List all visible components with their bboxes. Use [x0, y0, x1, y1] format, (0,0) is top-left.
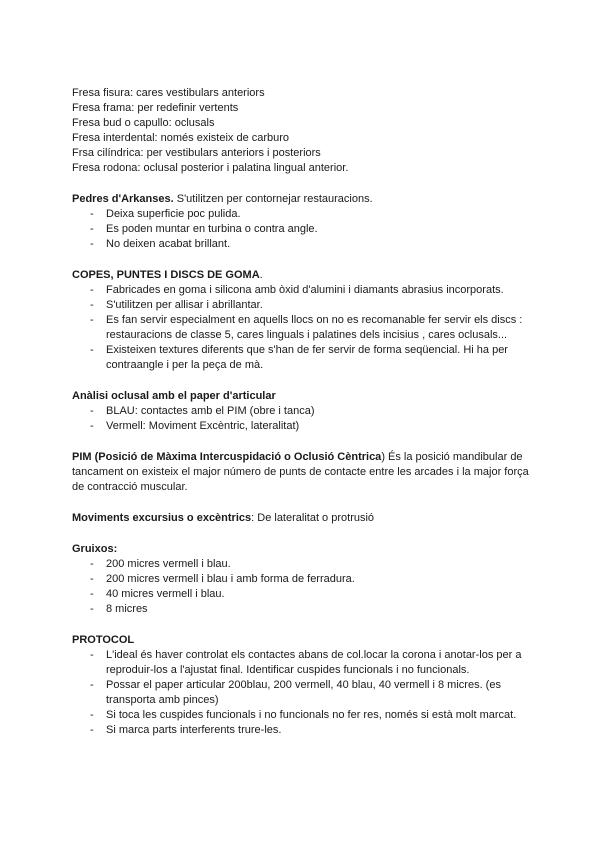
- moviments-title: Moviments excursius o excèntrics: [72, 512, 252, 524]
- list-item: - No deixen acabat brillant.: [72, 237, 532, 252]
- list-item: - Fabricades en goma i silicona amb òxid d'alumini i diamants abrasius incorporats.: [72, 283, 532, 298]
- analisi-section: [72, 389, 532, 434]
- pedres-list: [72, 207, 532, 252]
- list-item: - Possar el paper articular 200blau, 200 vermell, 40 blau, 40 vermell i 8 micres. (es transporta amb pinces): [72, 678, 532, 708]
- fresa-line: Fresa bud o capullo: oclusals: [72, 117, 215, 129]
- list-item: - 40 micres vermell i blau.: [72, 587, 532, 602]
- list-item: - 8 micres: [72, 602, 532, 617]
- pim-title: PIM (Posició de Màxima Intercuspidació o Oclusió Cèntrica: [72, 451, 382, 463]
- gruixos-section: [72, 542, 532, 617]
- fresa-line: Fresa frama: per redefinir vertents: [72, 102, 239, 114]
- list-item: - L'ideal és haver controlat els contactes abans de col.locar la corona i anotar-los per a reproduir-los a l'ajustat final. Identificar cuspides funcionals i no funcionals.: [72, 648, 532, 678]
- moviments-paragraph: [72, 511, 532, 526]
- copes-title: COPES, PUNTES I DISCS DE GOMA: [72, 269, 260, 281]
- analisi-list: [72, 404, 532, 434]
- list-item: - Si marca parts interferents trure-les.: [72, 723, 532, 738]
- pim-text: ) És la posició mandibular de tancament on existeix el major número de punts de contacte entre les arcades i la major força de contracció muscular.: [72, 451, 529, 493]
- list-item: - Vermell: Moviment Excèntric, lateralitat): [72, 419, 532, 434]
- pedres-section: [72, 192, 532, 252]
- protocol-section: [72, 633, 532, 738]
- gruixos-list: [72, 557, 532, 617]
- pedres-heading: [72, 192, 532, 207]
- moviments-section: [72, 511, 532, 526]
- copes-section: [72, 268, 532, 373]
- list-item: - Existeixen textures diferents que s'han de fer servir de forma seqüencial. Hi ha per contraangle i per la peça de mà.: [72, 343, 532, 373]
- pim-section: [72, 450, 532, 495]
- list-item: - 200 micres vermell i blau.: [72, 557, 532, 572]
- fresa-line: Fresa fisura: cares vestibulars anteriors: [72, 87, 265, 99]
- copes-list: [72, 283, 532, 373]
- fresa-line: Fresa rodona: oclusal posterior i palatina lingual anterior.: [72, 162, 349, 174]
- moviments-text: : De lateralitat o protrusió: [251, 512, 375, 524]
- document-page: [72, 86, 532, 738]
- list-item: - S'utilitzen per allisar i abrillantar.: [72, 298, 532, 313]
- pedres-desc: S'utilitzen per contornejar restauracions.: [173, 193, 373, 205]
- list-item: - Si toca les cuspides funcionals i no funcionals no fer res, només si està molt marcat.: [72, 708, 532, 723]
- analisi-title: Anàlisi oclusal amb el paper d'articular: [72, 390, 276, 402]
- list-item: - 200 micres vermell i blau i amb forma de ferradura.: [72, 572, 532, 587]
- fresa-line: Fresa interdental: només existeix de carburo: [72, 132, 290, 144]
- protocol-list: [72, 648, 532, 738]
- list-item: - Es poden muntar en turbina o contra angle.: [72, 222, 532, 237]
- gruixos-title: Gruixos:: [72, 543, 118, 555]
- copes-title-end: .: [259, 269, 263, 281]
- list-item: - BLAU: contactes amb el PIM (obre i tanca): [72, 404, 532, 419]
- pedres-title: Pedres d'Arkanses.: [72, 193, 174, 205]
- fresas-section: [72, 86, 532, 176]
- list-item: - Es fan servir especialment en aquells llocs on no es recomanable fer servir els discs : restauracions de classe 5, cares linguals i palatines dels incisius , cares oclusals...: [72, 313, 532, 343]
- fresa-line: Frsa cilíndrica: per vestibulars anteriors i posteriors: [72, 147, 321, 159]
- copes-heading: [72, 268, 532, 283]
- list-item: - Deixa superficie poc pulida.: [72, 207, 532, 222]
- pim-paragraph: [72, 450, 532, 495]
- protocol-title: PROTOCOL: [72, 634, 135, 646]
